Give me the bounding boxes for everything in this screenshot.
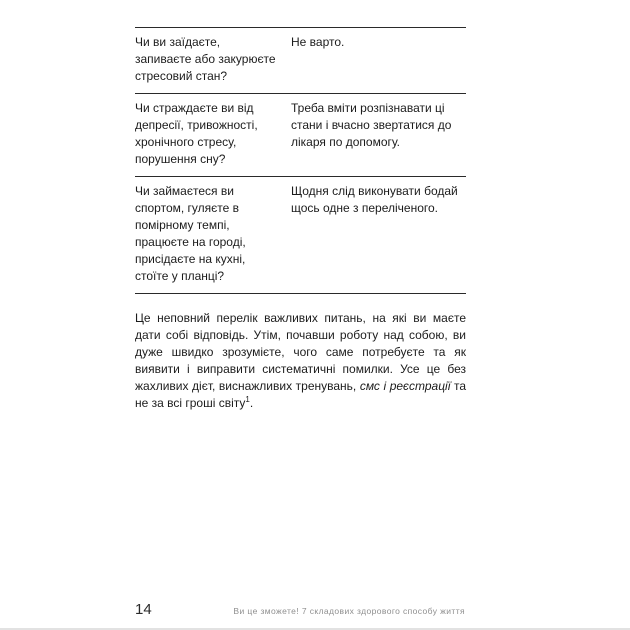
- question-cell: Чи ви заїдаєте, запиваєте або закурюєте стресовий стан?: [135, 35, 276, 83]
- answer-cell: Щодня слід виконувати бодай щось одне з переліченого.: [291, 184, 458, 215]
- table-row: [135, 28, 466, 94]
- body-paragraph: [135, 310, 466, 412]
- paragraph-period: .: [249, 396, 254, 410]
- paragraph-text-start: Це неповний перелік важливих питань, на які ви маєте дати собі відповідь. Утім, почавши роботу над собою, ви дуже швидко зрозумієте, чого саме потребуєте та як виявити і виправити систематичні помилки. Усе це без жахливих дієт, виснажливих тренувань,: [135, 311, 466, 393]
- question-cell: Чи займаєтеся ви спортом, гуляєте в помірному темпі, працюєте на городі, присідаєте на кухні, стоїте у планці?: [135, 184, 246, 283]
- table-row: [135, 94, 466, 177]
- page-number: 14: [135, 601, 152, 618]
- question-answer-table: [135, 27, 466, 294]
- table-row: [135, 177, 466, 294]
- answer-cell: Треба вміти розпізнавати ці стани і вчасно звертатися до лікаря по допомогу.: [291, 101, 452, 149]
- question-cell: Чи страждаєте ви від депресії, тривожності, хронічного стресу, порушення сну?: [135, 101, 258, 166]
- page-footer: [135, 601, 465, 618]
- footnote-marker: 1: [245, 395, 250, 404]
- page-content: [135, 27, 466, 412]
- paragraph-text-end: та не за всі гроші світу: [135, 379, 467, 410]
- running-title: Ви це зможете! 7 складових здорового способу життя: [233, 606, 465, 616]
- italic-phrase: смс і реєстрації: [359, 379, 451, 393]
- answer-cell: Не варто.: [291, 35, 345, 49]
